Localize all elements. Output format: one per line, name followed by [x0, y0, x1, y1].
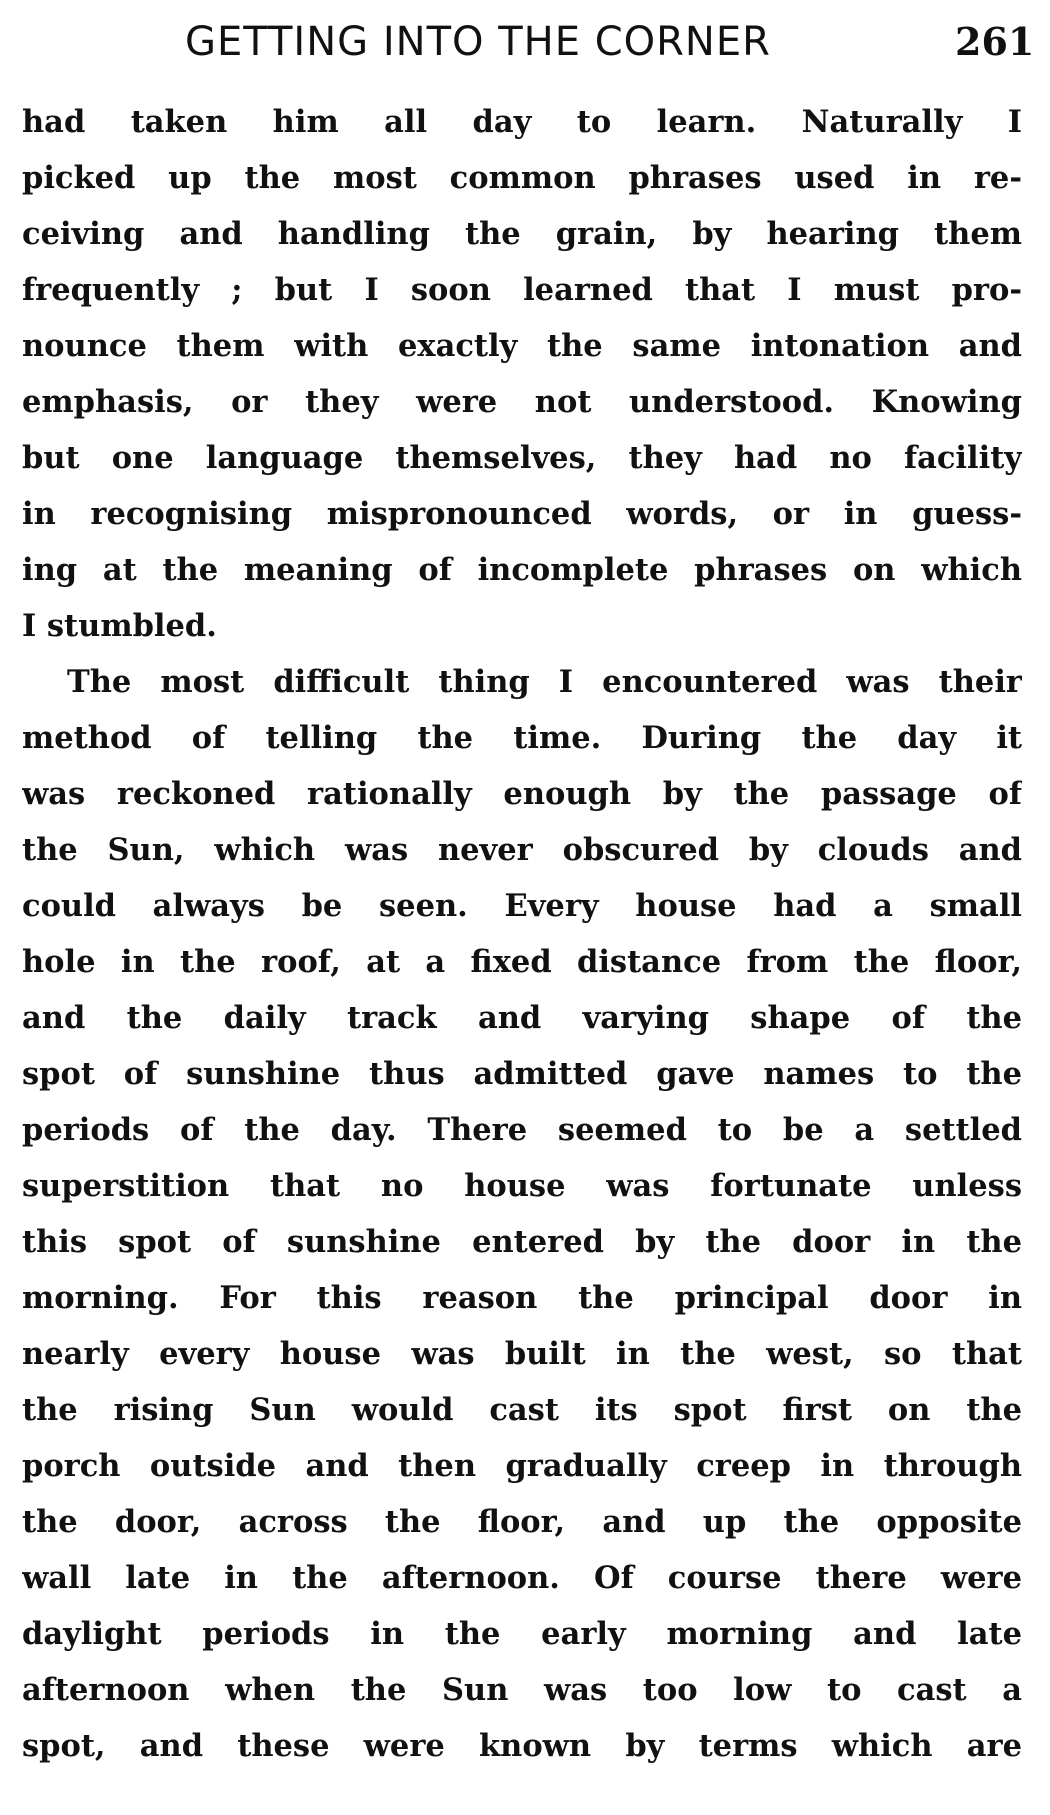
text-line: periods of the day. There seemed to be a settled	[22, 1112, 1022, 1148]
paragraph-1	[22, 94, 1022, 654]
text-line: nounce them with exactly the same intonation and	[22, 328, 1022, 364]
text-line: ceiving and handling the grain, by hearing them	[22, 216, 1022, 252]
text-line: the Sun, which was never obscured by clouds and	[22, 832, 1022, 868]
text-line: had taken him all day to learn. Naturally I	[22, 104, 1022, 140]
running-head	[0, 12, 1050, 72]
text-line: The most difficult thing I encountered was their	[67, 664, 1022, 700]
text-line: afternoon when the Sun was too low to cast a	[22, 1672, 1022, 1708]
text-line: emphasis, or they were not understood. Knowing	[22, 384, 1022, 420]
text-line: the rising Sun would cast its spot first on the	[22, 1392, 1022, 1428]
text-line: morning. For this reason the principal door in	[22, 1280, 1022, 1316]
text-line: nearly every house was built in the west, so that	[22, 1336, 1022, 1372]
text-line: frequently ; but I soon learned that I must pro-	[22, 272, 1022, 308]
text-line: but one language themselves, they had no facility	[22, 440, 1022, 476]
text-line: wall late in the afternoon. Of course there were	[22, 1560, 1022, 1596]
running-title: GETTING INTO THE CORNER	[185, 19, 771, 65]
text-line: ing at the meaning of incomplete phrases on which	[22, 552, 1022, 588]
text-line: daylight periods in the early morning and late	[22, 1616, 1022, 1652]
text-line: superstition that no house was fortunate unless	[22, 1168, 1022, 1204]
text-line: was reckoned rationally enough by the passage of	[22, 776, 1022, 812]
text-line: I stumbled.	[22, 608, 217, 644]
text-line: picked up the most common phrases used in re-	[22, 160, 1022, 196]
text-line: spot of sunshine thus admitted gave names to the	[22, 1056, 1022, 1092]
text-line: spot, and these were known by terms which are	[22, 1728, 1022, 1764]
text-line: method of telling the time. During the day it	[22, 720, 1022, 756]
text-line: this spot of sunshine entered by the door in the	[22, 1224, 1022, 1260]
paragraph-2	[22, 654, 1022, 1774]
text-line: could always be seen. Every house had a small	[22, 888, 1022, 924]
text-line: and the daily track and varying shape of the	[22, 1000, 1022, 1036]
body-text	[22, 94, 1022, 1774]
text-line: in recognising mispronounced words, or in guess-	[22, 496, 1022, 532]
text-line: the door, across the floor, and up the opposite	[22, 1504, 1022, 1540]
text-line: porch outside and then gradually creep in through	[22, 1448, 1022, 1484]
text-line: hole in the roof, at a fixed distance from the floor,	[22, 944, 1022, 980]
page-number: 261	[955, 19, 1035, 64]
